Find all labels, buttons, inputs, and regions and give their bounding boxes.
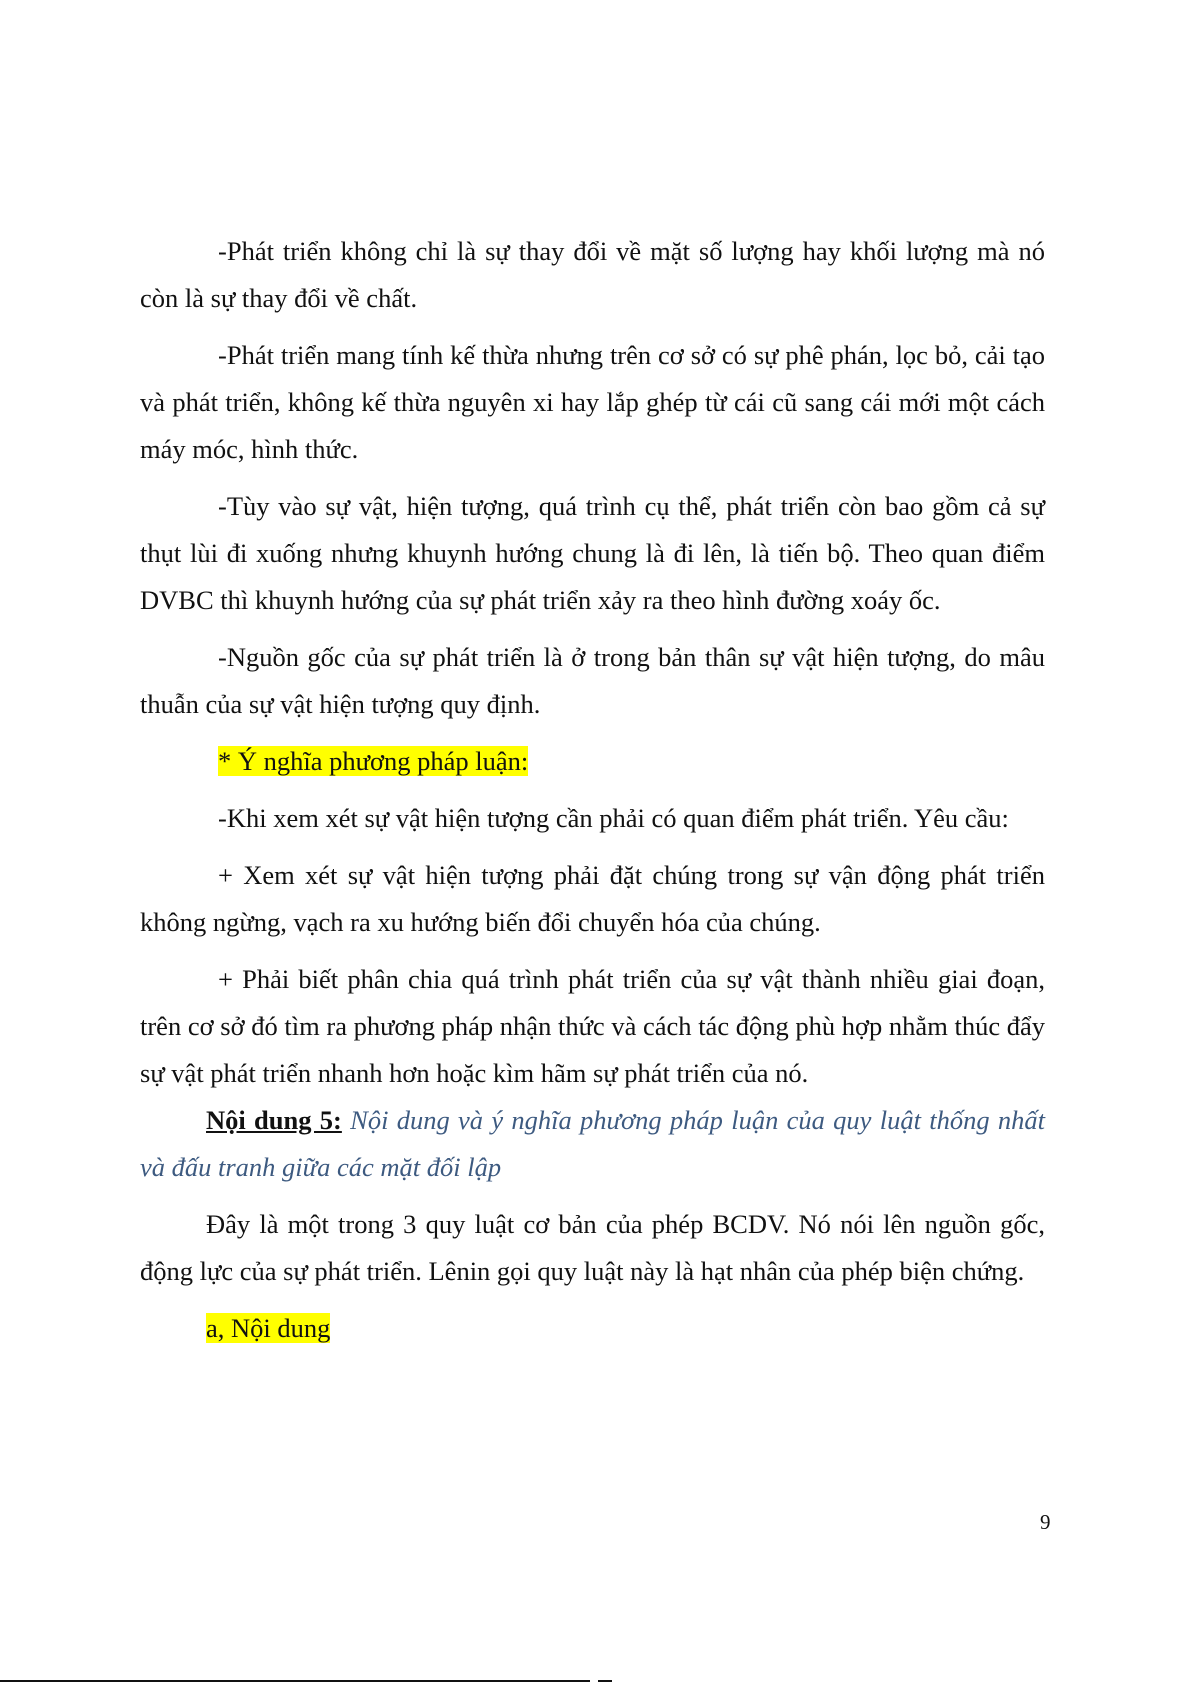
- methodology-heading-line: [140, 738, 1045, 785]
- footer-divider: [0, 1680, 590, 1682]
- paragraph-regression: -Tùy vào sự vật, hiện tượng, quá trình cụ thể, phát triển còn bao gồm cả sự thụt lùi đi xuống nhưng khuynh hướng chung là đi lên, là tiến bộ. Theo quan điểm DVBC thì khuynh hướng của sự phát triển xảy ra theo hình đường xoáy ốc.: [140, 491, 1045, 615]
- subheading-line: [140, 1305, 1045, 1352]
- paragraph-requirement: -Khi xem xét sự vật hiện tượng cần phải có quan điểm phát triển. Yêu cầu:: [218, 803, 1009, 833]
- paragraph-consider-motion: + Xem xét sự vật hiện tượng phải đặt chúng trong sự vận động phát triển không ngừng, vạch ra xu hướng biến đổi chuyển hóa của chúng.: [140, 860, 1045, 937]
- paragraph-change-quality: -Phát triển không chỉ là sự thay đổi về mặt số lượng hay khối lượng mà nó còn là sự thay đổi về chất.: [140, 236, 1045, 313]
- section-title: Nội dung và ý nghĩa phương pháp luận của quy luật thống nhất và đấu tranh giữa các mặt đối lập: [140, 1105, 1046, 1182]
- page-content: [140, 228, 1045, 1352]
- footer-divider-short: [598, 1680, 612, 1682]
- subheading: a, Nội dung: [206, 1313, 331, 1343]
- section-intro: Đây là một trong 3 quy luật cơ bản của phép BCDV. Nó nói lên nguồn gốc, động lực của sự phát triển. Lênin gọi quy luật này là hạt nhân của phép biện chứng.: [140, 1209, 1045, 1286]
- page-number: 9: [1040, 1510, 1051, 1534]
- methodology-heading: * Ý nghĩa phương pháp luận:: [218, 746, 529, 776]
- paragraph-origin: -Nguồn gốc của sự phát triển là ở trong bản thân sự vật hiện tượng, do mâu thuẫn của sự vật hiện tượng quy định.: [140, 642, 1045, 719]
- section-label: Nội dung 5:: [206, 1105, 342, 1135]
- paragraph-stages: + Phải biết phân chia quá trình phát triển của sự vật thành nhiều giai đoạn, trên cơ sở đó tìm ra phương pháp nhận thức và cách tác động phù hợp nhằm thúc đẩy sự vật phát triển nhanh hơn hoặc kìm hãm sự phát triển của nó.: [140, 964, 1045, 1088]
- section-heading: [140, 1097, 1045, 1191]
- paragraph-inheritance: -Phát triển mang tính kế thừa nhưng trên cơ sở có sự phê phán, lọc bỏ, cải tạo và phát triển, không kế thừa nguyên xi hay lắp ghép từ cái cũ sang cái mới một cách máy móc, hình thức.: [140, 340, 1045, 464]
